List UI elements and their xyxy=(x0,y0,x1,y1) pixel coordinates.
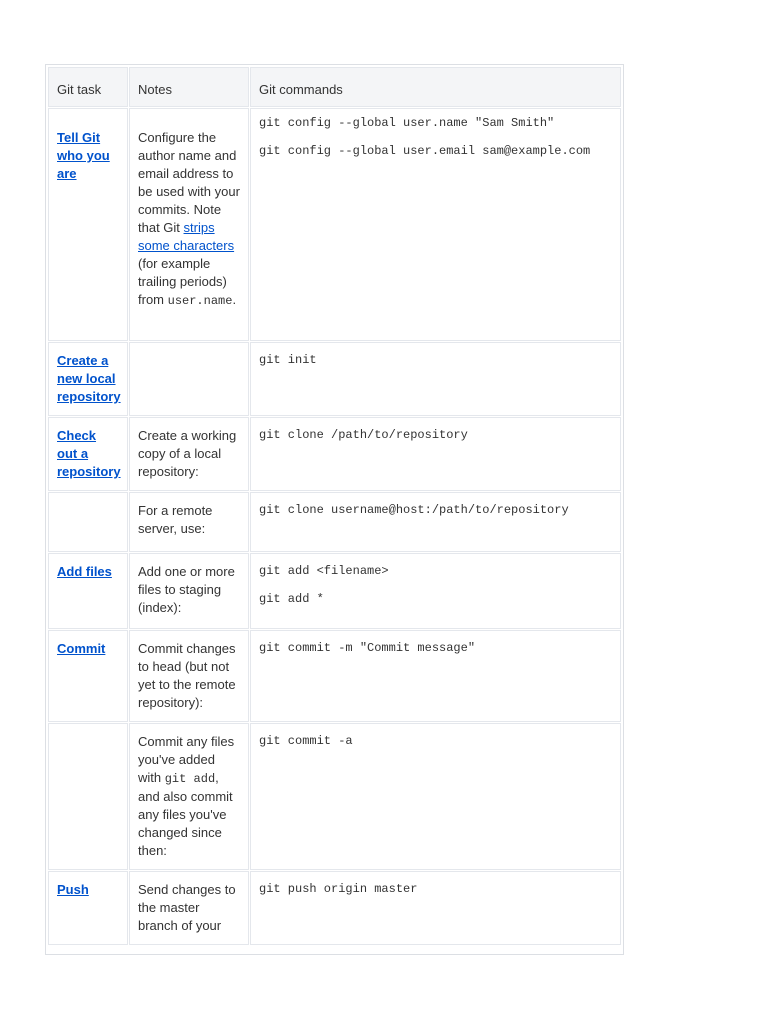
command-text: git clone /path/to/repository xyxy=(259,428,468,442)
task-cell xyxy=(49,872,127,944)
notes-text: . xyxy=(232,292,237,307)
table-row xyxy=(49,343,620,415)
task-cell xyxy=(49,631,127,721)
notes-text: (for example trailing periods) from xyxy=(138,256,227,307)
notes-cell: Send changes to the master branch of your xyxy=(130,872,248,944)
strips-some-characters-link[interactable]: strips some characters xyxy=(138,220,235,253)
command-text: git init xyxy=(259,353,317,367)
task-cell xyxy=(49,109,127,340)
command-text: git config --global user.email sam@example.com xyxy=(259,144,591,158)
command-text: git push origin master xyxy=(259,882,418,896)
header-git-commands: Git commands xyxy=(251,68,620,106)
git-commands-table xyxy=(45,64,624,955)
commands-cell xyxy=(251,109,620,340)
notes-code: git add xyxy=(164,772,216,786)
header-git-task: Git task xyxy=(49,68,127,106)
commands-cell xyxy=(251,631,620,721)
table-row xyxy=(49,493,620,551)
task-cell xyxy=(49,724,127,869)
table-row xyxy=(49,724,620,869)
notes-code: user.name xyxy=(167,294,233,308)
notes-cell xyxy=(130,109,248,340)
commands-cell xyxy=(251,418,620,490)
task-cell xyxy=(49,418,127,490)
header-notes: Notes xyxy=(130,68,248,106)
commands-cell xyxy=(251,872,620,944)
notes-text: Commit any files you've added with xyxy=(138,734,235,785)
task-cell xyxy=(49,343,127,415)
task-cell xyxy=(49,554,127,628)
command-text: git clone username@host:/path/to/repository xyxy=(259,503,569,517)
table xyxy=(46,65,623,947)
command-text: git commit -a xyxy=(259,734,353,748)
table-row xyxy=(49,109,620,340)
command-text: git add <filename> xyxy=(259,564,389,578)
task-link-add-files[interactable]: Add files xyxy=(57,564,112,579)
notes-cell xyxy=(130,724,248,869)
table-row xyxy=(49,631,620,721)
notes-cell: Create a working copy of a local repository: xyxy=(130,418,248,490)
task-link-tell-git-who-you-are[interactable]: Tell Git who you are xyxy=(57,130,110,181)
task-link-push[interactable]: Push xyxy=(57,882,89,897)
command-text: git add * xyxy=(259,592,324,606)
table-row xyxy=(49,872,620,944)
notes-cell: For a remote server, use: xyxy=(130,493,248,551)
commands-cell xyxy=(251,343,620,415)
table-row xyxy=(49,418,620,490)
commands-cell xyxy=(251,724,620,869)
task-link-commit[interactable]: Commit xyxy=(57,641,106,656)
notes-cell xyxy=(130,343,248,415)
commands-cell xyxy=(251,554,620,628)
task-link-create-a-new-local-repository[interactable]: Create a new local repository xyxy=(57,353,121,404)
command-text: git commit -m "Commit message" xyxy=(259,641,476,655)
task-cell xyxy=(49,493,127,551)
table-row xyxy=(49,554,620,628)
commands-cell xyxy=(251,493,620,551)
command-text: git config --global user.name "Sam Smith" xyxy=(259,116,555,130)
header-row xyxy=(49,68,620,106)
notes-cell: Commit changes to head (but not yet to the remote repository): xyxy=(130,631,248,721)
task-link-check-out-a-repository[interactable]: Check out a repository xyxy=(57,428,121,479)
notes-text: , and also commit any files you've changed since then: xyxy=(138,770,233,858)
notes-text: Configure the author name and email address to be used with your commits. Note that Git xyxy=(138,130,240,235)
notes-cell: Add one or more files to staging (index): xyxy=(130,554,248,628)
